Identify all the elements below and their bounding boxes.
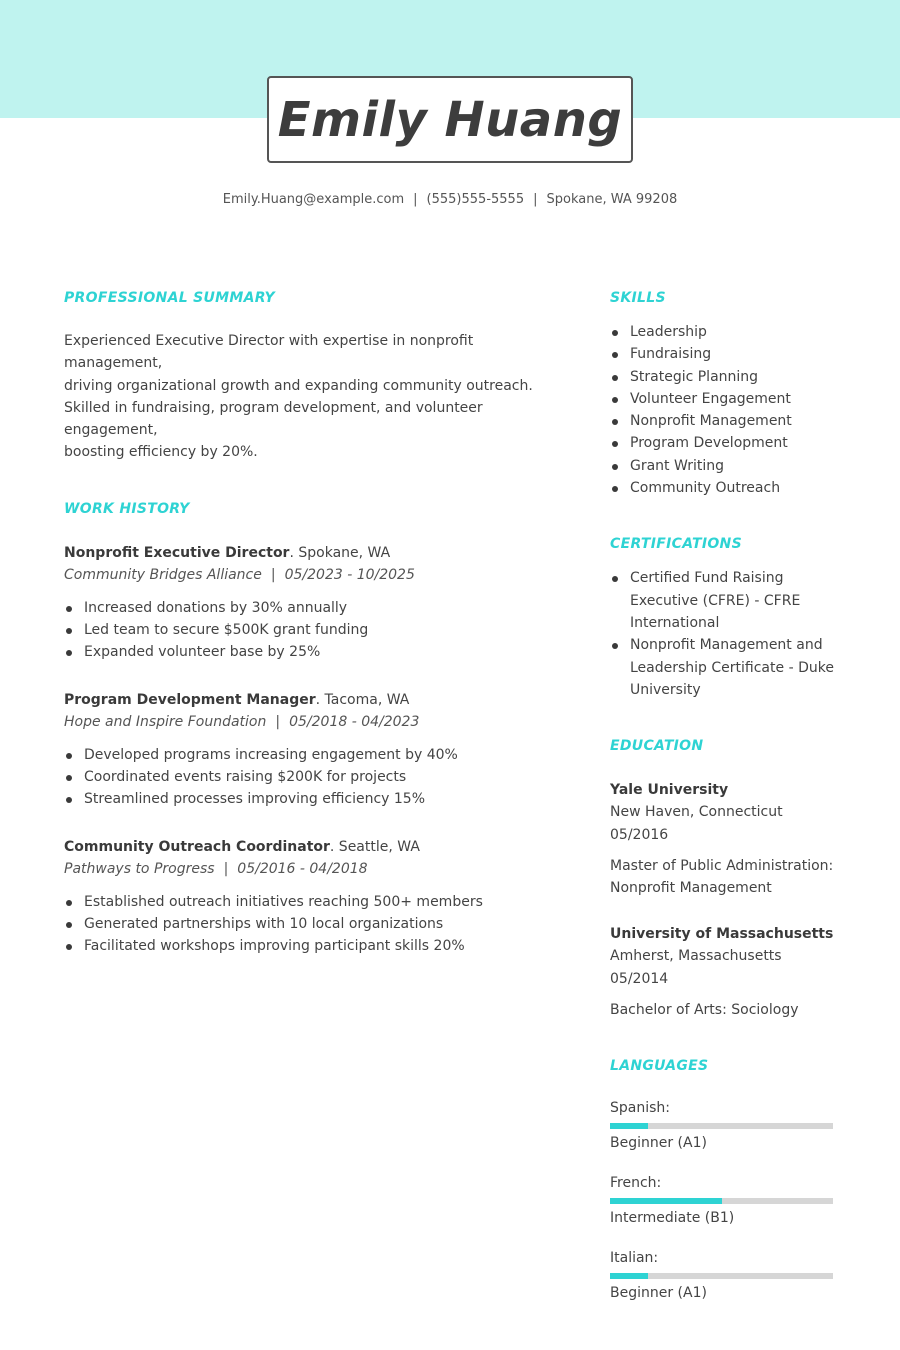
job-entry — [64, 542, 564, 664]
certification-item: Nonprofit Management and Leadership Certificate - Duke University — [610, 634, 840, 701]
job-location: . Seattle, WA — [329, 838, 420, 855]
language-entry — [610, 1097, 840, 1154]
education-entry — [610, 779, 840, 899]
job-location: . Spokane, WA — [289, 544, 391, 561]
education-place: New Haven, Connecticut — [610, 804, 783, 821]
languages-heading: LANGUAGES — [610, 1057, 709, 1074]
language-entry — [610, 1172, 840, 1229]
job-company: Hope and Inspire Foundation — [64, 713, 267, 730]
language-bar-fill — [610, 1273, 648, 1279]
education-school: University of Massachusetts — [610, 926, 834, 943]
skill-item: Fundraising — [610, 343, 840, 365]
job-bullet: Established outreach initiatives reaching 500+ members — [64, 891, 564, 913]
candidate-name: Emily Huang — [277, 91, 623, 148]
job-dates: 05/2016 - 04/2018 — [237, 860, 368, 877]
certifications-list — [610, 567, 840, 701]
skill-item: Grant Writing — [610, 455, 840, 477]
summary-line: Skilled in fundraising, program development, and volunteer engagement, — [64, 399, 483, 439]
language-level: Intermediate (B1) — [610, 1209, 735, 1226]
contact-line — [0, 192, 900, 207]
language-name: Italian: — [610, 1249, 659, 1266]
skills-heading: SKILLS — [610, 290, 666, 306]
contact-separator: | — [413, 192, 418, 207]
job-entry — [64, 836, 564, 958]
language-bar-fill — [610, 1123, 648, 1129]
language-bar — [610, 1273, 833, 1279]
contact-separator: | — [533, 192, 538, 207]
job-bullet: Coordinated events raising $200K for projects — [64, 766, 564, 788]
language-bar — [610, 1123, 833, 1129]
education-school: Yale University — [610, 782, 729, 799]
skill-item: Volunteer Engagement — [610, 388, 840, 410]
job-role: Program Development Manager — [64, 691, 316, 708]
job-company: Community Bridges Alliance — [64, 566, 262, 583]
language-level: Beginner (A1) — [610, 1284, 707, 1301]
job-bullets — [64, 597, 564, 664]
education-date: 05/2014 — [610, 970, 669, 987]
education-heading: EDUCATION — [610, 738, 704, 755]
job-bullet: Generated partnerships with 10 local organizations — [64, 913, 564, 935]
language-bar — [610, 1198, 833, 1204]
summary-line: Experienced Executive Director with expertise in nonprofit management, — [64, 333, 474, 372]
job-bullet: Streamlined processes improving efficiency 15% — [64, 788, 564, 810]
job-entry — [64, 689, 564, 811]
job-header — [64, 689, 564, 711]
name-box — [267, 76, 633, 163]
summary-line: driving organizational growth and expanding community outreach. — [64, 377, 533, 394]
education-entry — [610, 923, 840, 1021]
left-column — [64, 290, 564, 957]
contact-email: Emily.Huang@example.com — [222, 192, 405, 207]
skill-item: Strategic Planning — [610, 366, 840, 388]
language-name: Spanish: — [610, 1099, 670, 1116]
job-bullet: Expanded volunteer base by 25% — [64, 641, 564, 663]
education-degree: Bachelor of Arts: Sociology — [610, 1001, 799, 1018]
job-company-dates — [64, 711, 564, 733]
job-dates: 05/2023 - 10/2025 — [284, 566, 415, 583]
certification-item: Certified Fund Raising Executive (CFRE) - CFRE International — [610, 567, 840, 634]
education-place: Amherst, Massachusetts — [610, 948, 782, 965]
language-level: Beginner (A1) — [610, 1134, 707, 1151]
job-separator: | — [275, 713, 281, 730]
job-separator: | — [223, 860, 229, 877]
contact-phone: (555)555-5555 — [426, 192, 525, 207]
job-company-dates — [64, 564, 564, 586]
education-date: 05/2016 — [610, 826, 669, 843]
certifications-heading: CERTIFICATIONS — [610, 536, 742, 553]
job-bullet: Facilitated workshops improving participant skills 20% — [64, 935, 564, 957]
right-column — [610, 290, 840, 1304]
job-company: Pathways to Progress — [64, 860, 215, 877]
job-company-dates — [64, 858, 564, 880]
job-bullets — [64, 744, 564, 811]
skill-item: Program Development — [610, 432, 840, 454]
summary-heading: PROFESSIONAL SUMMARY — [64, 290, 275, 306]
skill-item: Nonprofit Management — [610, 410, 840, 432]
skills-list — [610, 321, 840, 499]
summary-text — [64, 330, 564, 464]
job-bullet: Increased donations by 30% annually — [64, 597, 564, 619]
work-history-heading: WORK HISTORY — [64, 500, 190, 517]
language-entry — [610, 1247, 840, 1304]
job-bullet: Led team to secure $500K grant funding — [64, 619, 564, 641]
job-bullets — [64, 891, 564, 958]
job-header — [64, 836, 564, 858]
skill-item: Community Outreach — [610, 477, 840, 499]
language-bar-fill — [610, 1198, 722, 1204]
language-name: French: — [610, 1174, 662, 1191]
job-role: Community Outreach Coordinator — [64, 838, 330, 855]
education-degree: Master of Public Administration: Nonprofit Management — [610, 857, 834, 896]
summary-line: boosting efficiency by 20%. — [64, 444, 258, 461]
job-dates: 05/2018 - 04/2023 — [289, 713, 420, 730]
contact-location: Spokane, WA 99208 — [546, 192, 678, 207]
job-role: Nonprofit Executive Director — [64, 544, 290, 561]
job-bullet: Developed programs increasing engagement by 40% — [64, 744, 564, 766]
skill-item: Leadership — [610, 321, 840, 343]
job-separator: | — [270, 566, 276, 583]
job-location: . Tacoma, WA — [315, 691, 410, 708]
job-header — [64, 542, 564, 564]
